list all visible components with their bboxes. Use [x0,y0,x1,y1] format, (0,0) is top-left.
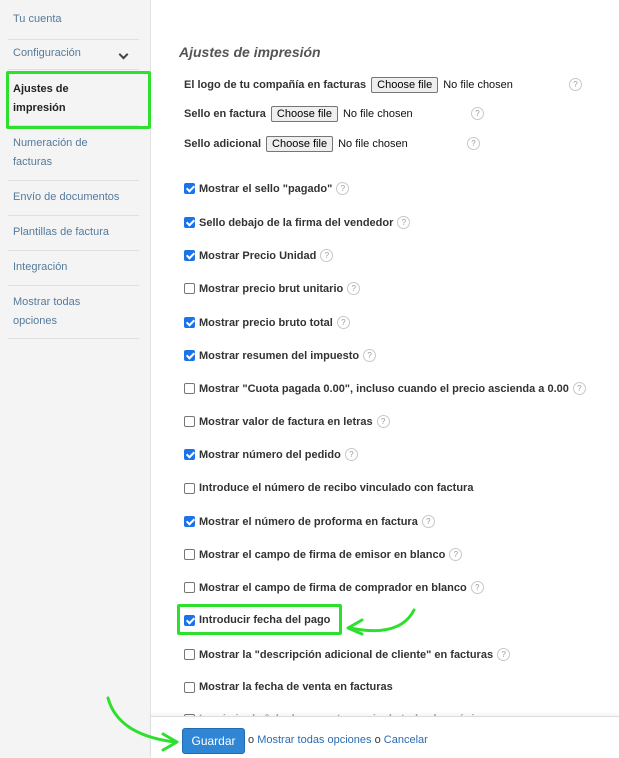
file-row-sello-adicional [184,136,408,152]
option-checkbox[interactable] [184,682,195,693]
option-label: Mostrar precio brut unitario [199,282,344,295]
option-row [184,482,473,494]
option-label: Mostrar el campo de firma de emisor en blanco [199,548,446,561]
save-button[interactable]: Guardar [182,728,245,754]
help-icon[interactable]: ? [422,515,435,528]
help-icon[interactable]: ? [363,349,376,362]
help-icon[interactable]: ? [347,282,360,295]
sidebar-item-label: Plantillas de factura [13,226,109,238]
choose-file-button[interactable]: Choose file [271,106,338,122]
choose-file-button[interactable]: Choose file [266,136,333,152]
option-checkbox[interactable] [184,317,195,328]
sidebar-item-configuracion[interactable] [8,44,139,70]
option-checkbox[interactable] [184,582,195,593]
help-icon[interactable]: ? [467,137,480,150]
option-row [184,316,350,329]
option-row [184,349,376,362]
option-checkbox[interactable] [184,383,195,394]
option-checkbox[interactable] [184,416,195,427]
sidebar-item-label: Integración [13,261,68,273]
option-label: Sello debajo de la firma del vendedor [199,216,394,229]
option-row [184,681,393,693]
highlight-box-option [177,604,342,635]
file-row-label: Sello en factura [184,108,266,120]
option-row [184,382,586,395]
file-row-sello [184,106,413,122]
or-text: o [374,734,381,746]
help-icon[interactable]: ? [377,415,390,428]
sidebar-divider [8,180,139,181]
arrow-curve-icon [350,610,414,631]
help-icon[interactable]: ? [471,107,484,120]
file-row-logo [184,77,513,93]
option-label: Mostrar "Cuota pagada 0.00", incluso cuando el precio ascienda a 0.00 [199,382,569,395]
sidebar-item-label: Envío de documentos [13,191,120,203]
option-row [184,182,349,195]
option-checkbox[interactable] [184,516,195,527]
show-all-options-link[interactable]: Mostrar todas opciones [257,734,372,746]
or-text: o [248,734,255,746]
file-status: No file chosen [443,79,513,91]
help-icon[interactable]: ? [449,548,462,561]
page-title: Ajustes de impresión [179,44,321,60]
sidebar-item-label: Mostrar todas opciones [13,296,81,327]
help-icon[interactable]: ? [569,78,582,91]
option-label: Mostrar número del pedido [199,448,341,461]
file-status: No file chosen [338,138,408,150]
option-checkbox[interactable] [184,649,195,660]
chevron-down-icon[interactable] [119,50,129,60]
file-row-label: Sello adicional [184,138,262,150]
cancel-link[interactable]: Cancelar [383,734,428,746]
option-row [184,515,435,528]
help-icon[interactable]: ? [336,182,349,195]
option-checkbox[interactable] [184,250,195,261]
option-checkbox[interactable] [184,449,195,460]
option-row [184,548,462,561]
option-checkbox[interactable] [184,350,195,361]
option-row [184,581,484,594]
option-row [184,216,410,229]
option-label: Mostrar el sello "pagado" [199,182,333,195]
help-icon[interactable]: ? [471,581,484,594]
sidebar-item-integracion[interactable] [8,258,139,286]
help-icon[interactable]: ? [573,382,586,395]
option-label: Mostrar resumen del impuesto [199,349,360,362]
sidebar-item-label: Tu cuenta [13,13,62,25]
option-checkbox[interactable] [184,283,195,294]
option-checkbox[interactable] [184,483,195,494]
sidebar-item-label: Configuración [13,47,81,59]
option-checkbox[interactable] [184,183,195,194]
help-icon[interactable]: ? [497,648,510,661]
sidebar-item-numeracion[interactable] [8,134,103,178]
highlight-box-sidebar [6,71,151,129]
form-links [248,734,428,746]
option-checkbox[interactable] [184,217,195,228]
sidebar-item-tu-cuenta[interactable] [8,10,139,40]
option-label: Mostrar precio bruto total [199,316,333,329]
option-label: Introducir fecha del pago [199,614,331,626]
option-row [184,249,333,262]
option-label: Mostrar la "descripción adicional de cliente" en facturas [199,648,494,661]
help-icon[interactable]: ? [345,448,358,461]
file-row-label: El logo de tu compañía en facturas [184,79,367,91]
option-label: Mostrar la fecha de venta en facturas [199,681,393,693]
option-label: Introduce el número de recibo vinculado con factura [199,482,474,494]
option-row [184,415,390,428]
sidebar-item-label: Numeración de facturas [13,137,88,168]
option-row [184,648,510,661]
form-actions-bar [151,716,619,758]
option-label: Mostrar el número de proforma en factura [199,515,418,528]
option-row [184,282,360,295]
choose-file-button[interactable]: Choose file [371,77,438,93]
help-icon[interactable]: ? [320,249,333,262]
help-icon[interactable]: ? [337,316,350,329]
help-icon[interactable]: ? [397,216,410,229]
option-row [184,448,358,461]
option-checkbox[interactable] [184,549,195,560]
option-label: Mostrar Precio Unidad [199,249,317,262]
option-label: Mostrar valor de factura en letras [199,415,373,428]
option-label: Mostrar el campo de firma de comprador en blanco [199,581,467,594]
sidebar-item-envio[interactable] [8,188,139,216]
file-status: No file chosen [342,108,413,120]
sidebar-item-plantillas[interactable] [8,223,139,251]
sidebar-item-mostrar-todas[interactable] [8,293,139,339]
sidebar-item-label: Ajustes de impresión [13,83,69,114]
